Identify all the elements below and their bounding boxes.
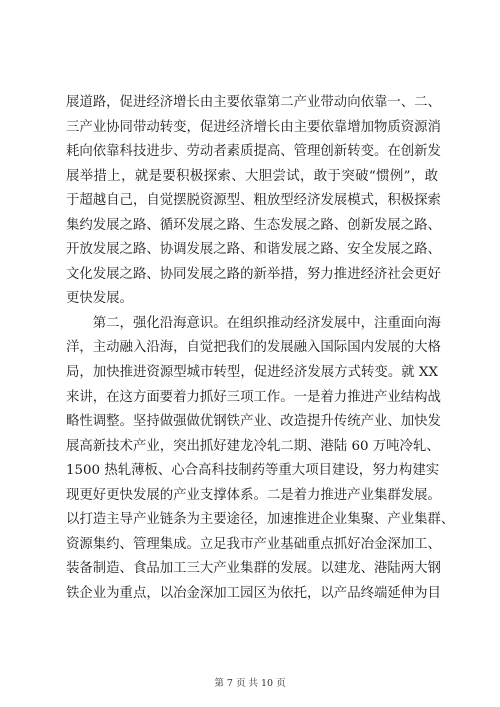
text-line: 第二，强化沿海意识。在组织推动经济发展中，注重面向海 [66, 315, 441, 331]
text-line: 开放发展之路、协调发展之路、和谐发展之路、安全发展之路、 [66, 242, 441, 258]
text-line: 展道路，促进经济增长由主要依靠第二产业带动向依靠一、二、 [66, 95, 441, 110]
text-line: 展高新技术产业，突出抓好建龙冷轧二期、港陆 60 万吨冷轧、 [66, 438, 440, 454]
text-line: 于超越自己，自觉摆脱资源型、粗放型经济发展模式，积极探索 [66, 193, 441, 209]
page-number-footer: 第 7 页 共 10 页 [214, 678, 286, 689]
text-line: 装备制造、食品加工三大产业集群的发展。以建龙、港陆两大钢 [66, 561, 441, 577]
text-line: 铁企业为重点，以冶金深加工园区为依托，以产品终端延伸为目 [66, 585, 441, 601]
text-line: 耗向依靠科技进步、劳动者素质提高、管理创新转变。在创新发 [66, 144, 441, 160]
text-line: 略性调整。坚持做强做优钢铁产业、改造提升传统产业、加快发 [66, 414, 441, 430]
text-line: 三产业协同带动转变，促进经济增长由主要依靠增加物质资源消 [66, 119, 441, 135]
text-line: 以打造主导产业链条为主要途径，加速推进企业集聚、产业集群、 [66, 512, 455, 528]
text-line: 来讲，在这方面要着力抓好三项工作。一是着力推进产业结构战 [66, 389, 441, 405]
text-line: 局，加快推进资源型城市转型，促进经济发展方式转变。就 XX [66, 365, 438, 381]
text-line: 资源集约、管理集成。立足我市产业基础重点抓好冶金深加工、 [66, 536, 441, 552]
text-line: 展举措上，就是要积极探索、大胆尝试，敢于突破“惯例”，敢 [66, 168, 438, 184]
text-line: 1500 热轧薄板、心合高科技制药等重大项目建设，努力构建实 [66, 463, 440, 479]
text-line: 现更好更快发展的产业支撑体系。二是着力推进产业集群发展。 [66, 487, 441, 503]
text-line: 更快发展。 [66, 291, 133, 307]
text-line: 文化发展之路、协同发展之路的新举措，努力推进经济社会更好 [66, 266, 441, 282]
text-line: 集约发展之路、循环发展之路、生态发展之路、创新发展之路、 [66, 217, 441, 233]
text-line: 洋，主动融入沿海，自觉把我们的发展融入国际国内发展的大格 [66, 340, 441, 356]
body-text [66, 91, 455, 606]
